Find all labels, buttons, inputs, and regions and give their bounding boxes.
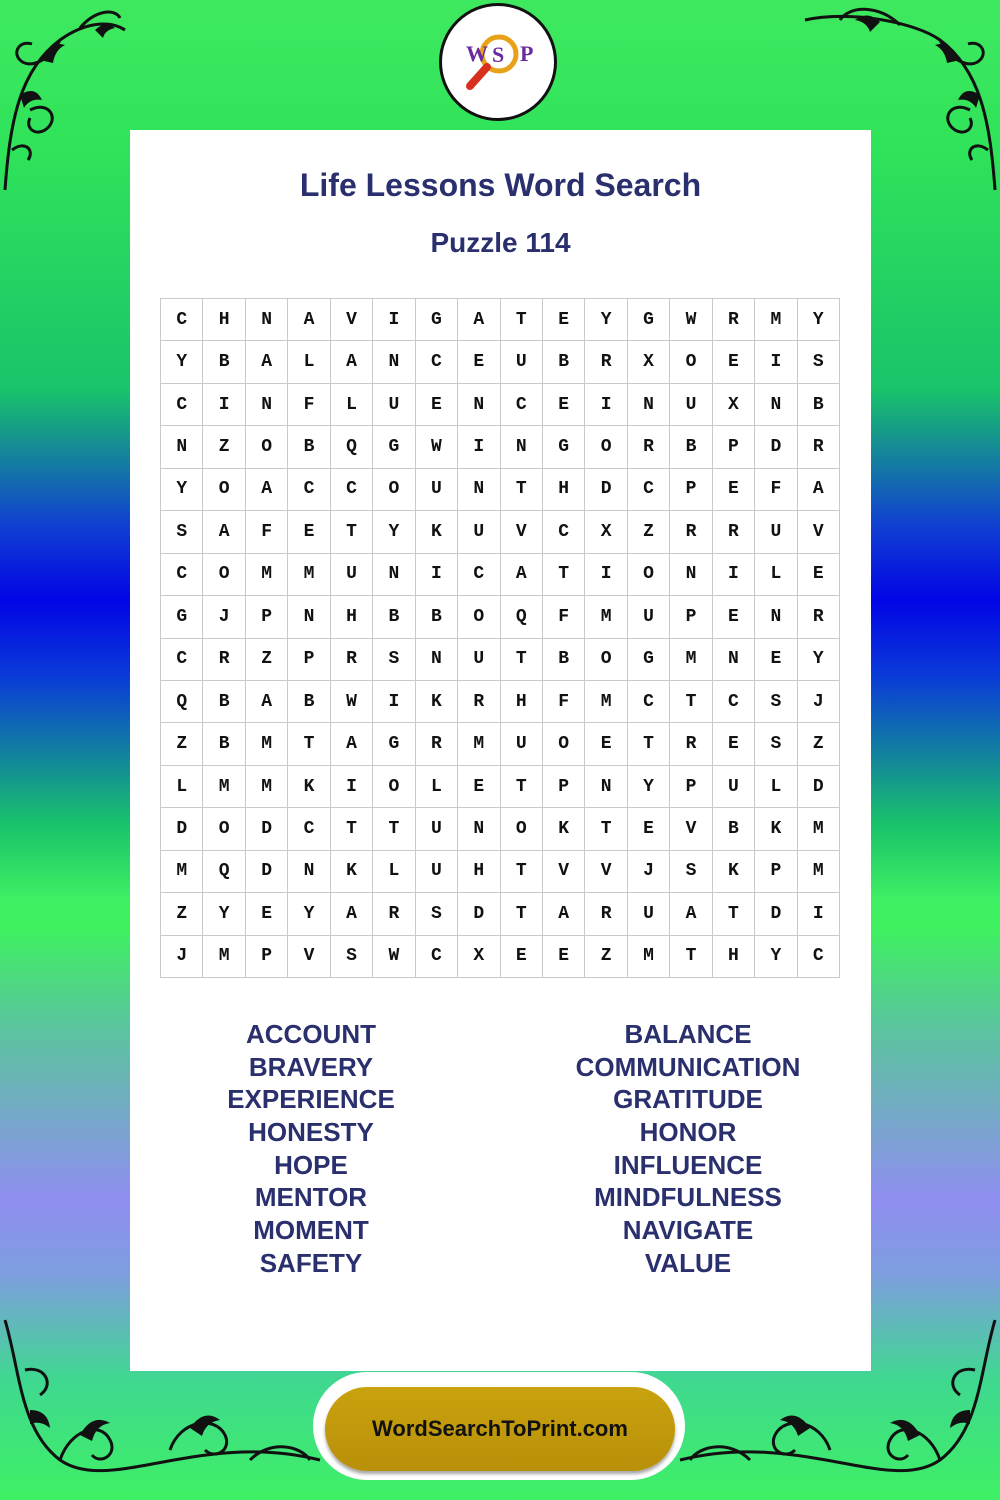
logo-letter-w: W [466,41,488,66]
grid-cell[interactable]: Y [755,936,797,978]
grid-cell[interactable]: C [416,341,458,383]
word-item: SAFETY [259,1247,363,1278]
grid-cell[interactable]: G [628,639,670,681]
grid-cell[interactable]: V [543,851,585,893]
grid-cell[interactable]: B [373,596,415,638]
grid-cell[interactable]: Y [161,341,203,383]
grid-cell[interactable]: V [798,511,840,553]
grid-cell[interactable]: Y [203,893,245,935]
grid-cell[interactable]: Q [501,596,543,638]
grid-cell[interactable]: G [543,426,585,468]
word-item: COMMUNICATION [575,1051,801,1082]
grid-cell[interactable]: J [203,596,245,638]
grid-cell[interactable]: G [373,426,415,468]
grid-cell[interactable]: L [755,554,797,596]
grid-cell[interactable]: I [458,426,500,468]
grid-cell[interactable]: F [755,469,797,511]
grid-cell[interactable]: T [331,511,373,553]
grid-cell[interactable]: J [628,851,670,893]
grid-cell[interactable]: E [543,299,585,341]
grid-cell[interactable]: T [501,639,543,681]
word-item: MINDFULNESS [594,1182,782,1213]
grid-cell[interactable]: Z [246,639,288,681]
grid-cell[interactable]: N [373,341,415,383]
grid-cell[interactable]: K [755,808,797,850]
grid-cell[interactable]: C [161,299,203,341]
grid-cell[interactable]: S [161,511,203,553]
grid-cell[interactable]: R [585,341,627,383]
grid-cell[interactable]: C [331,469,373,511]
grid-cell[interactable]: C [458,554,500,596]
grid-cell[interactable]: D [755,426,797,468]
grid-cell[interactable]: B [288,681,330,723]
grid-cell[interactable]: W [670,299,712,341]
grid-cell[interactable]: M [585,681,627,723]
grid-cell[interactable]: U [416,808,458,850]
grid-cell[interactable]: L [288,341,330,383]
grid-cell[interactable]: T [628,723,670,765]
grid-cell[interactable]: E [628,808,670,850]
grid-cell[interactable]: N [288,596,330,638]
grid-cell[interactable]: U [373,384,415,426]
word-item: NAVIGATE [622,1215,754,1246]
page-title: Life Lessons Word Search [299,167,702,203]
grid-cell[interactable]: R [798,596,840,638]
grid-cell[interactable]: O [246,426,288,468]
grid-cell[interactable]: P [713,426,755,468]
word-item: EXPERIENCE [227,1084,395,1115]
word-item: ACCOUNT [246,1019,376,1049]
grid-cell[interactable]: A [798,469,840,511]
grid-cell[interactable]: D [246,851,288,893]
grid-cell[interactable]: I [798,893,840,935]
grid-cell[interactable]: Q [331,426,373,468]
grid-cell[interactable]: U [670,384,712,426]
grid-cell[interactable]: X [585,511,627,553]
grid-cell[interactable]: C [501,384,543,426]
grid-cell[interactable]: A [543,893,585,935]
grid-cell[interactable]: J [798,681,840,723]
grid-cell[interactable]: M [203,936,245,978]
grid-cell[interactable]: K [331,851,373,893]
grid-cell[interactable]: C [161,639,203,681]
grid-cell[interactable]: T [501,299,543,341]
grid-cell[interactable]: T [670,936,712,978]
puzzle-number: Puzzle 114 [430,227,571,258]
grid-cell[interactable]: N [246,299,288,341]
word-item: HONOR [639,1117,737,1148]
grid-cell[interactable]: Y [288,893,330,935]
grid-cell[interactable]: N [458,384,500,426]
word-list-left [146,1018,476,1280]
grid-cell[interactable]: T [670,681,712,723]
grid-cell[interactable]: A [288,299,330,341]
grid-cell[interactable]: K [288,766,330,808]
grid-cell[interactable]: B [713,808,755,850]
grid-cell[interactable]: D [798,766,840,808]
grid-cell[interactable]: X [713,384,755,426]
grid-cell[interactable]: N [246,384,288,426]
word-item: HONESTY [248,1117,374,1148]
grid-cell[interactable]: A [331,341,373,383]
grid-cell[interactable]: K [416,681,458,723]
grid-cell[interactable]: O [543,723,585,765]
site-logo[interactable] [439,3,557,121]
grid-cell[interactable]: C [288,808,330,850]
grid-cell[interactable]: S [755,681,797,723]
grid-cell[interactable]: T [501,893,543,935]
grid-cell[interactable]: A [246,469,288,511]
grid-cell[interactable]: C [628,681,670,723]
grid-cell[interactable]: P [246,596,288,638]
word-item: GRATITUDE [613,1084,763,1115]
grid-cell[interactable]: O [670,341,712,383]
grid-cell[interactable]: E [458,341,500,383]
grid-cell[interactable]: P [670,596,712,638]
grid-cell[interactable]: C [161,554,203,596]
grid-cell[interactable]: O [458,596,500,638]
grid-cell[interactable]: O [501,808,543,850]
grid-cell[interactable]: R [416,723,458,765]
grid-cell[interactable]: H [543,469,585,511]
grid-cell[interactable]: J [161,936,203,978]
grid-cell[interactable]: S [416,893,458,935]
grid-cell[interactable]: H [501,681,543,723]
grid-cell[interactable]: A [670,893,712,935]
grid-cell[interactable]: F [543,681,585,723]
grid-cell[interactable]: Z [161,723,203,765]
grid-cell[interactable]: B [670,426,712,468]
grid-cell[interactable]: M [203,766,245,808]
grid-cell[interactable]: M [246,723,288,765]
grid-cell[interactable]: G [373,723,415,765]
grid-cell[interactable]: W [416,426,458,468]
grid-cell[interactable]: I [416,554,458,596]
grid-cell[interactable]: N [416,639,458,681]
grid-cell[interactable]: N [161,426,203,468]
grid-cell[interactable]: E [713,341,755,383]
grid-cell[interactable]: P [670,766,712,808]
grid-cell[interactable]: K [416,511,458,553]
grid-cell[interactable]: U [416,851,458,893]
grid-cell[interactable]: P [288,639,330,681]
grid-cell[interactable]: M [246,554,288,596]
grid-cell[interactable]: E [798,554,840,596]
word-item: MENTOR [254,1182,368,1213]
grid-cell[interactable]: P [670,469,712,511]
grid-cell[interactable]: N [458,469,500,511]
grid-cell[interactable]: U [416,469,458,511]
grid-cell[interactable]: M [798,808,840,850]
grid-cell[interactable]: H [331,596,373,638]
grid-cell[interactable]: K [713,851,755,893]
grid-cell[interactable]: R [331,639,373,681]
grid-cell[interactable]: R [798,426,840,468]
grid-cell[interactable]: C [798,936,840,978]
grid-cell[interactable]: D [161,808,203,850]
logo-letter-s: S [492,42,505,67]
grid-cell[interactable]: T [501,766,543,808]
grid-cell[interactable]: Y [798,639,840,681]
grid-cell[interactable]: S [798,341,840,383]
grid-cell[interactable]: B [203,341,245,383]
grid-cell[interactable]: E [458,766,500,808]
grid-cell[interactable]: L [755,766,797,808]
grid-cell[interactable]: T [585,808,627,850]
grid-cell[interactable]: W [331,681,373,723]
grid-cell[interactable]: R [713,511,755,553]
grid-cell[interactable]: P [755,851,797,893]
grid-cell[interactable]: C [713,681,755,723]
grid-cell[interactable]: W [373,936,415,978]
grid-cell[interactable]: U [458,639,500,681]
grid-cell[interactable]: C [543,511,585,553]
grid-cell[interactable]: E [713,723,755,765]
grid-cell[interactable]: N [713,639,755,681]
letter-grid [160,298,840,978]
word-item: BALANCE [624,1019,752,1049]
grid-cell[interactable]: C [288,469,330,511]
grid-cell[interactable]: I [585,384,627,426]
grid-cell[interactable]: Z [798,723,840,765]
grid-cell[interactable]: A [203,511,245,553]
grid-cell[interactable]: R [670,723,712,765]
grid-cell[interactable]: Z [161,893,203,935]
grid-cell[interactable]: P [543,766,585,808]
grid-cell[interactable]: R [670,511,712,553]
grid-cell[interactable]: U [628,596,670,638]
grid-cell[interactable]: E [416,384,458,426]
grid-cell[interactable]: D [585,469,627,511]
grid-cell[interactable]: B [203,681,245,723]
grid-cell[interactable]: L [416,766,458,808]
word-item: MOMENT [253,1215,369,1246]
grid-cell[interactable]: T [331,808,373,850]
grid-cell[interactable]: O [203,808,245,850]
grid-cell[interactable]: X [458,936,500,978]
grid-cell[interactable]: E [585,723,627,765]
grid-cell[interactable]: E [501,936,543,978]
grid-cell[interactable]: E [246,893,288,935]
grid-cell[interactable]: F [543,596,585,638]
grid-cell[interactable]: M [628,936,670,978]
grid-cell[interactable]: Q [203,851,245,893]
grid-cell[interactable]: V [501,511,543,553]
grid-cell[interactable]: Y [798,299,840,341]
grid-cell[interactable]: U [458,511,500,553]
grid-cell[interactable]: L [161,766,203,808]
grid-cell[interactable]: Z [585,936,627,978]
grid-cell[interactable]: I [713,554,755,596]
grid-cell[interactable]: M [458,723,500,765]
grid-cell[interactable]: C [628,469,670,511]
site-link-button[interactable]: WordSearchToPrint.com [325,1387,675,1471]
grid-cell[interactable]: N [755,384,797,426]
grid-cell[interactable]: N [458,808,500,850]
grid-cell[interactable]: Q [161,681,203,723]
grid-cell[interactable]: Z [628,511,670,553]
grid-cell[interactable]: I [755,341,797,383]
grid-cell[interactable]: K [543,808,585,850]
grid-cell[interactable]: H [203,299,245,341]
grid-cell[interactable]: T [713,893,755,935]
grid-cell[interactable]: N [288,851,330,893]
grid-cell[interactable]: A [246,341,288,383]
grid-cell[interactable]: C [161,384,203,426]
grid-cell[interactable]: C [416,936,458,978]
grid-cell[interactable]: A [331,723,373,765]
grid-cell[interactable]: M [585,596,627,638]
grid-cell[interactable]: O [373,766,415,808]
grid-cell[interactable]: O [203,469,245,511]
grid-cell[interactable]: M [670,639,712,681]
grid-cell[interactable]: R [458,681,500,723]
word-item: BRAVERY [248,1051,374,1082]
grid-cell[interactable]: U [755,511,797,553]
grid-cell[interactable]: R [713,299,755,341]
grid-cell[interactable]: B [203,723,245,765]
grid-cell[interactable]: N [501,426,543,468]
grid-cell[interactable]: E [713,596,755,638]
grid-cell[interactable]: X [628,341,670,383]
grid-cell[interactable]: I [585,554,627,596]
grid-cell[interactable]: U [628,893,670,935]
grid-cell[interactable]: G [628,299,670,341]
grid-cell[interactable]: A [246,681,288,723]
grid-cell[interactable]: F [288,384,330,426]
corner-ornament-top-left [0,0,130,200]
grid-cell[interactable]: N [585,766,627,808]
grid-cell[interactable]: E [713,469,755,511]
grid-cell[interactable]: V [288,936,330,978]
grid-cell[interactable]: D [755,893,797,935]
grid-cell[interactable]: G [161,596,203,638]
grid-cell[interactable]: T [543,554,585,596]
grid-cell[interactable]: R [203,639,245,681]
grid-cell[interactable]: V [331,299,373,341]
grid-cell[interactable]: F [246,511,288,553]
grid-cell[interactable]: R [585,893,627,935]
grid-cell[interactable]: U [331,554,373,596]
grid-cell[interactable]: T [501,469,543,511]
grid-cell[interactable]: R [373,893,415,935]
grid-cell[interactable]: A [331,893,373,935]
grid-cell[interactable]: U [713,766,755,808]
grid-cell[interactable]: B [543,639,585,681]
word-item: HOPE [274,1149,348,1180]
grid-cell[interactable]: M [755,299,797,341]
word-list-right [523,1018,853,1280]
grid-cell[interactable]: Z [203,426,245,468]
grid-cell[interactable]: S [331,936,373,978]
grid-cell[interactable]: Y [585,299,627,341]
grid-cell[interactable]: T [501,851,543,893]
grid-cell[interactable]: B [416,596,458,638]
grid-cell[interactable]: O [585,426,627,468]
grid-cell[interactable]: E [543,384,585,426]
grid-cell[interactable]: L [373,851,415,893]
grid-cell[interactable]: B [543,341,585,383]
grid-cell[interactable]: M [288,554,330,596]
grid-cell[interactable]: S [670,851,712,893]
grid-cell[interactable]: M [246,766,288,808]
grid-cell[interactable]: H [713,936,755,978]
grid-cell[interactable]: Y [373,511,415,553]
grid-cell[interactable]: B [288,426,330,468]
puzzle-card [130,130,871,1371]
grid-cell[interactable]: N [373,554,415,596]
magnifier-logo-icon [448,22,548,102]
grid-cell[interactable]: E [288,511,330,553]
grid-cell[interactable]: R [628,426,670,468]
grid-cell[interactable]: M [798,851,840,893]
grid-cell[interactable]: U [501,723,543,765]
grid-cell[interactable]: H [458,851,500,893]
grid-cell[interactable]: O [628,554,670,596]
grid-cell[interactable]: Y [161,469,203,511]
grid-cell[interactable]: P [246,936,288,978]
word-item: VALUE [644,1247,732,1278]
grid-cell[interactable]: S [373,639,415,681]
grid-cell[interactable]: V [585,851,627,893]
grid-cell[interactable]: I [373,681,415,723]
word-item: INFLUENCE [613,1149,763,1180]
grid-cell[interactable]: D [458,893,500,935]
grid-cell[interactable]: T [288,723,330,765]
grid-cell[interactable]: G [416,299,458,341]
grid-cell[interactable]: Y [628,766,670,808]
grid-cell[interactable]: N [670,554,712,596]
grid-cell[interactable]: N [628,384,670,426]
grid-cell[interactable]: V [670,808,712,850]
grid-cell[interactable]: T [373,808,415,850]
grid-cell[interactable]: E [755,639,797,681]
grid-cell[interactable]: D [246,808,288,850]
grid-cell[interactable]: I [331,766,373,808]
grid-cell[interactable]: L [331,384,373,426]
grid-cell[interactable]: O [373,469,415,511]
logo-letter-p: P [520,41,534,66]
grid-cell[interactable]: N [755,596,797,638]
grid-cell[interactable]: I [203,384,245,426]
grid-cell[interactable]: A [501,554,543,596]
grid-cell[interactable]: O [585,639,627,681]
grid-cell[interactable]: I [373,299,415,341]
grid-cell[interactable]: B [798,384,840,426]
grid-cell[interactable]: A [458,299,500,341]
grid-cell[interactable]: O [203,554,245,596]
grid-cell[interactable]: S [755,723,797,765]
grid-cell[interactable]: E [543,936,585,978]
grid-cell[interactable]: M [161,851,203,893]
grid-cell[interactable]: U [501,341,543,383]
